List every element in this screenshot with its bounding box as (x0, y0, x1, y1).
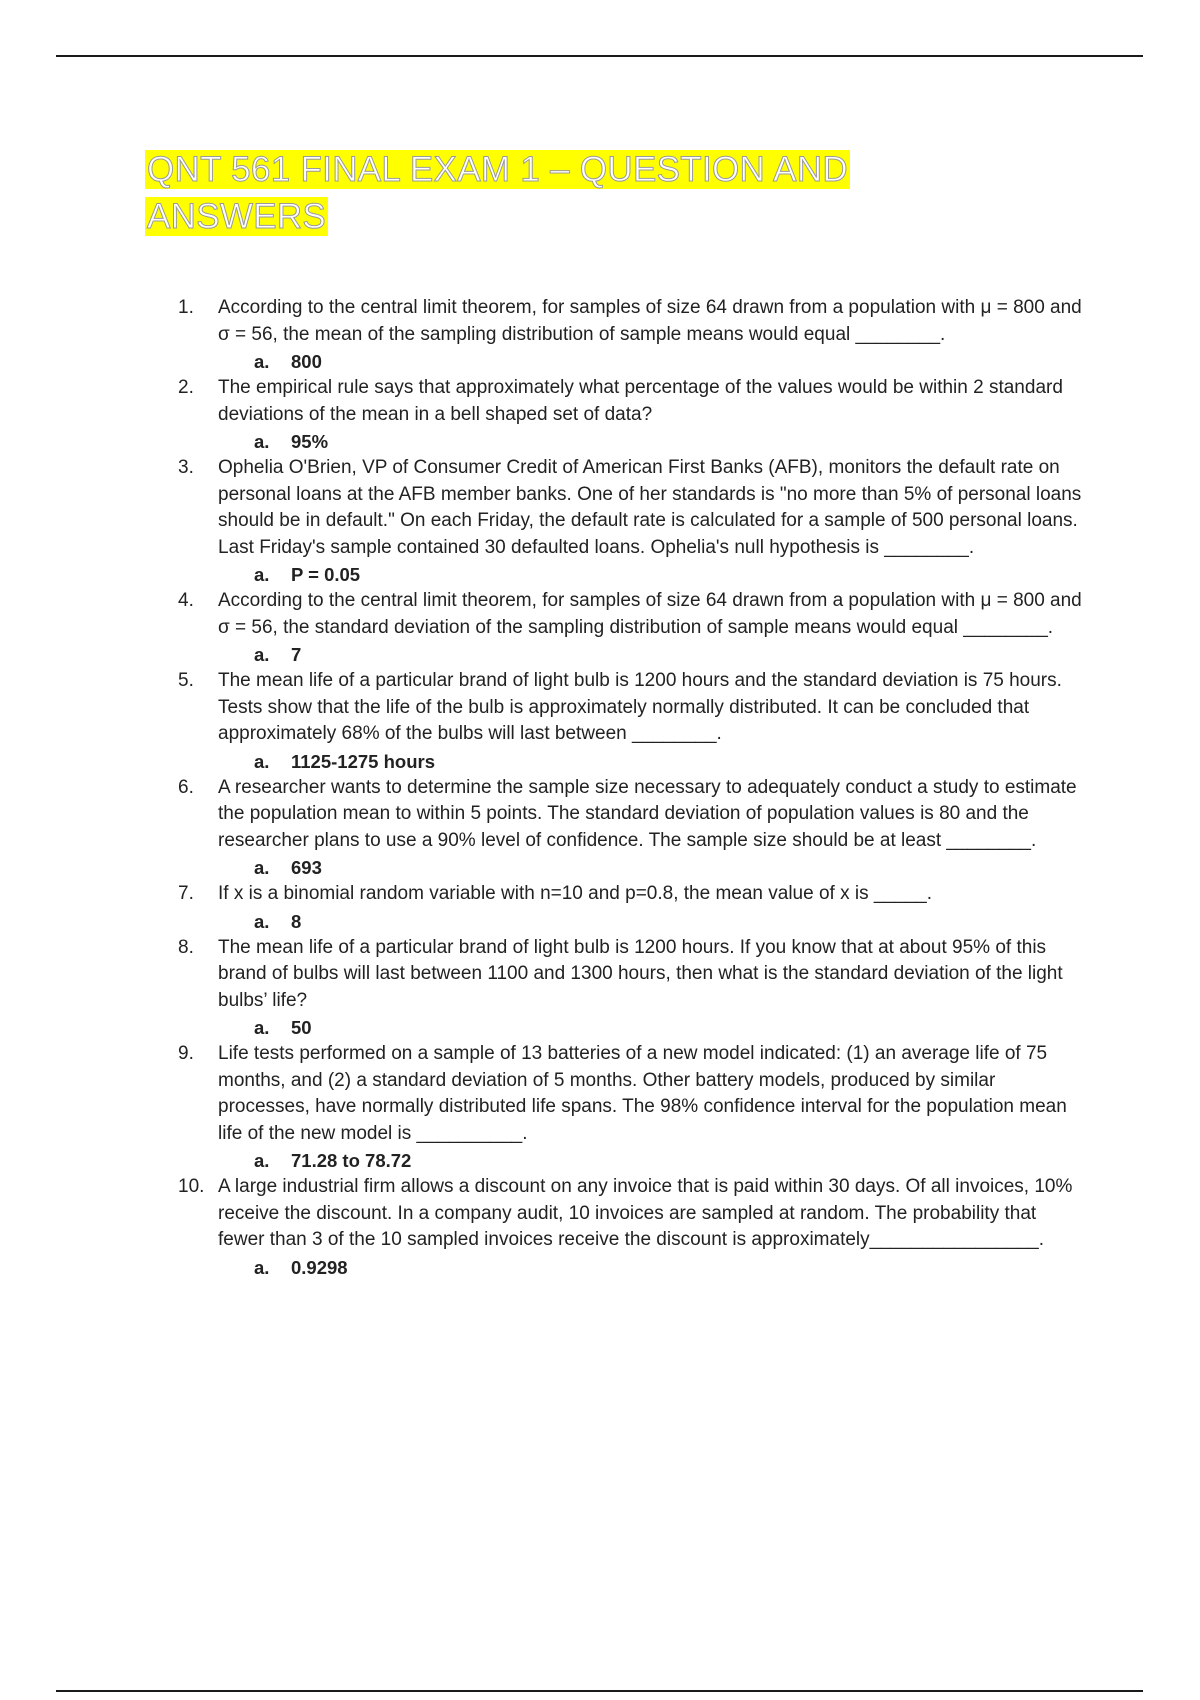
answer-letter: a. (254, 1017, 270, 1038)
answer-text: 800 (291, 351, 322, 372)
question-text: A researcher wants to determine the sample size necessary to adequately conduct a study to estimate the population mean to within 5 points. The standard deviation of population values is 80 and the researcher plans to use a 90% level of confidence. The sample size should be at least ________. (218, 776, 1077, 851)
question-number: 8. (178, 936, 194, 958)
question-number: 6. (178, 776, 194, 798)
answer-letter: a. (254, 431, 270, 452)
answer-letter: a. (254, 857, 270, 878)
document-title-text: QNT 561 FINAL EXAM 1 – QUESTION AND ANSWERS (147, 150, 848, 236)
question-text: According to the central limit theorem, for samples of size 64 drawn from a population with μ = 800 and σ = 56, the mean of the sampling distribution of sample means would equal ________. (218, 297, 1082, 345)
answer-line (218, 561, 1083, 588)
question-item (178, 455, 1083, 588)
question-text: If x is a binomial random variable with n=10 and p=0.8, the mean value of x is _____. (218, 883, 932, 904)
question-item (178, 588, 1083, 668)
answer-text: 0.9298 (291, 1256, 348, 1278)
answer-line (218, 854, 1083, 881)
answer-line (218, 908, 1083, 935)
question-item (178, 295, 1083, 375)
answer-text: 693 (291, 857, 322, 878)
answer-letter: a. (254, 750, 270, 772)
answer-line (218, 1147, 1083, 1174)
question-number: 9. (178, 1043, 194, 1064)
answer-letter: a. (254, 1150, 270, 1171)
answer-text: 8 (291, 910, 302, 932)
question-text: According to the central limit theorem, for samples of size 64 drawn from a population with μ = 800 and σ = 56, the standard deviation of the sampling distribution of sample means would equal ________. (218, 590, 1082, 638)
answer-line (218, 1254, 1083, 1281)
question-number: 5. (178, 670, 194, 691)
question-text: A large industrial firm allows a discount on any invoice that is paid within 30 days. Of all invoices, 10% receive the discount. In a company audit, 10 invoices are sampled at random. The probability that fewer than 3 of the 10 sampled invoices receive the discount is approximately________________. (218, 1176, 1073, 1250)
answer-letter: a. (254, 564, 270, 585)
question-item (178, 668, 1083, 775)
answer-line (218, 641, 1083, 668)
question-text: The mean life of a particular brand of light bulb is 1200 hours and the standard deviation is 75 hours. Tests show that the life of the bulb is approximately normally distributed. It can be concluded that approximately 68% of the bulbs will last between ________. (218, 670, 1062, 744)
question-number: 10. (178, 1176, 205, 1197)
question-number: 2. (178, 377, 194, 398)
question-item (178, 881, 1083, 935)
question-number: 3. (178, 457, 194, 478)
answer-text: 50 (291, 1017, 312, 1038)
page-bottom-rule (56, 1690, 1143, 1692)
question-item (178, 1174, 1083, 1281)
answer-line (218, 748, 1083, 775)
question-item (178, 935, 1083, 1042)
answer-text: 71.28 to 78.72 (291, 1150, 412, 1171)
question-text: Ophelia O'Brien, VP of Consumer Credit of American First Banks (AFB), monitors the default rate on personal loans at the AFB member banks. One of her standards is "no more than 5% of personal loans should be in default." On each Friday, the default rate is calculated for a sample of 500 personal loans. Last Friday's sample contained 30 defaulted loans. Ophelia's null hypothesis is ________. (218, 457, 1082, 558)
answer-text: P = 0.05 (291, 564, 361, 585)
answer-letter: a. (254, 1256, 270, 1278)
question-number: 7. (178, 883, 194, 904)
question-text: The empirical rule says that approximately what percentage of the values would be within 2 standard deviations of the mean in a bell shaped set of data? (218, 377, 1063, 425)
answer-text: 95% (291, 431, 329, 452)
question-item (178, 775, 1083, 882)
question-number: 4. (178, 590, 194, 611)
document-title (145, 146, 975, 240)
answer-line (218, 1014, 1083, 1041)
question-list (178, 295, 1083, 1281)
question-item (178, 375, 1083, 455)
answer-text: 7 (291, 644, 302, 665)
question-item (178, 1041, 1083, 1174)
answer-letter: a. (254, 910, 270, 932)
answer-text: 1125-1275 hours (291, 750, 435, 772)
answer-line (218, 428, 1083, 455)
question-text: Life tests performed on a sample of 13 batteries of a new model indicated: (1) an average life of 75 months, and (2) a standard deviation of 5 months. Other battery models, produced by similar processes, have normally distributed life spans. The 98% confidence interval for the population mean life of the new model is __________. (218, 1043, 1067, 1144)
question-number: 1. (178, 297, 194, 318)
title-block (145, 146, 975, 240)
answer-line (218, 348, 1083, 375)
answer-letter: a. (254, 351, 270, 372)
question-text: The mean life of a particular brand of light bulb is 1200 hours. If you know that at about 95% of this brand of bulbs will last between 1100 and 1300 hours, then what is the standard deviation of the light bulbs’ life? (218, 936, 1063, 1011)
page-top-rule (56, 55, 1143, 57)
answer-letter: a. (254, 644, 270, 665)
